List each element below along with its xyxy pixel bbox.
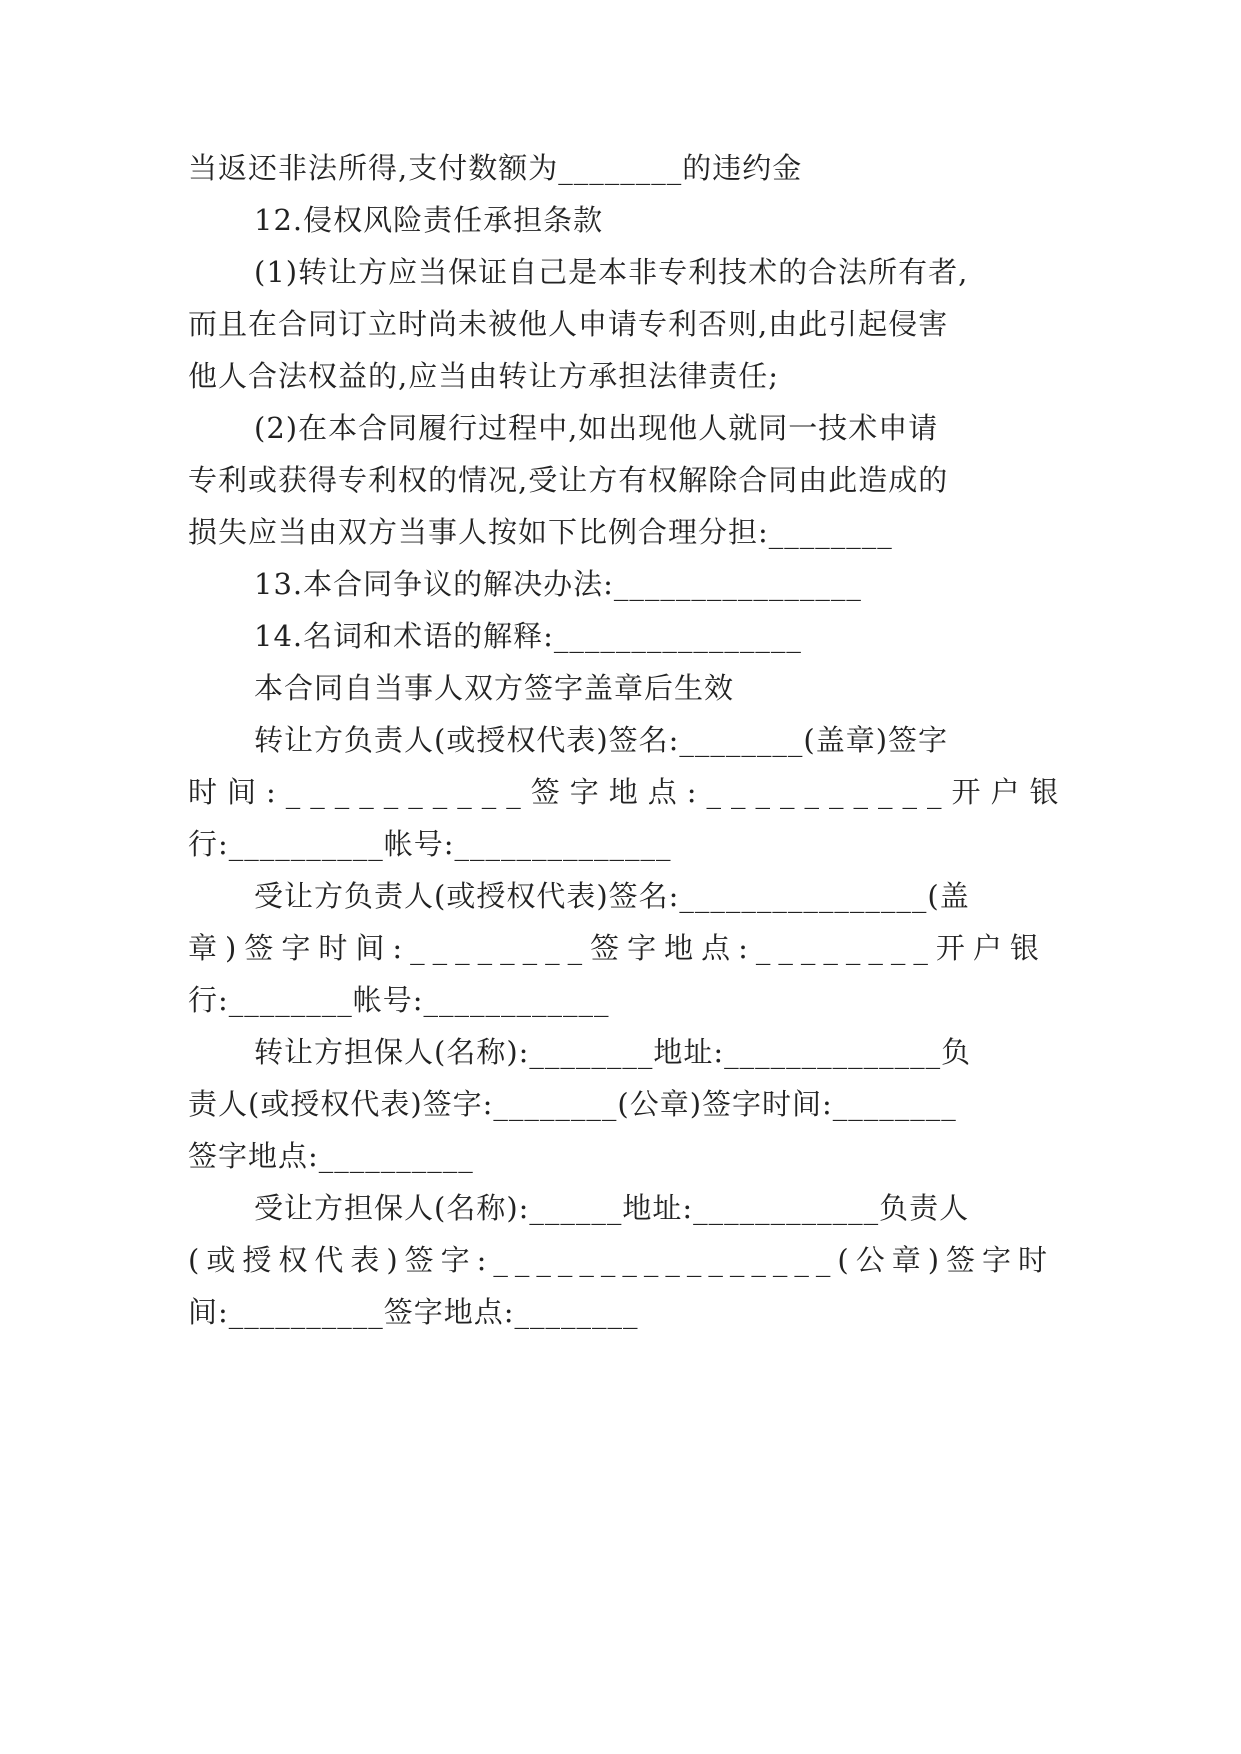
text-line-5: 他人合法权益的,应当由转让方承担法律责任;: [188, 359, 779, 393]
clause-12-heading: 12.侵权风险责任承担条款: [254, 203, 604, 237]
text-line-1: 当返还非法所得,支付数额为________的违约金: [188, 151, 803, 185]
transferor-time-place-line: 时间:__________签字地点:__________开户银: [188, 775, 1069, 809]
clause-12-item-1: (1)转让方应当保证自己是本非专利技术的合法所有者,: [254, 255, 969, 289]
transferee-bank-line: 行:________帐号:____________: [188, 983, 610, 1017]
clause-13: 13.本合同争议的解决办法:________________: [254, 567, 862, 601]
clause-14: 14.名词和术语的解释:________________: [254, 619, 802, 653]
text-line-4: 而且在合同订立时尚未被他人申请专利否则,由此引起侵害: [188, 307, 949, 341]
effective-clause: 本合同自当事人双方签字盖章后生效: [254, 671, 735, 705]
transferee-signature-line: 受让方负责人(或授权代表)签名:________________(盖: [254, 879, 970, 913]
transferor-guarantor-place-line: 签字地点:__________: [188, 1139, 474, 1173]
clause-12-item-2: (2)在本合同履行过程中,如出现他人就同一技术申请: [254, 411, 939, 445]
transferor-signature-line: 转让方负责人(或授权代表)签名:________(盖章)签字: [254, 723, 949, 757]
text-line-7: 专利或获得专利权的情况,受让方有权解除合同由此造成的: [188, 463, 949, 497]
transferor-guarantor-signature-line: 责人(或授权代表)签字:________(公章)签字时间:________: [188, 1087, 957, 1121]
transferee-guarantor-signature-line: (或授权代表)签字:________________(公章)签字时: [188, 1243, 1055, 1277]
transferee-time-place-line: 章)签字时间:________签字地点:________开户银: [188, 931, 1047, 965]
transferor-bank-line: 行:__________帐号:______________: [188, 827, 672, 861]
transferor-guarantor-line: 转让方担保人(名称):________地址:______________负: [254, 1035, 972, 1069]
text-line-8: 损失应当由双方当事人按如下比例合理分担:________: [188, 515, 893, 549]
transferee-guarantor-time-place-line: 间:__________签字地点:________: [188, 1295, 639, 1329]
transferee-guarantor-line: 受让方担保人(名称):______地址:____________负责人: [254, 1191, 970, 1225]
